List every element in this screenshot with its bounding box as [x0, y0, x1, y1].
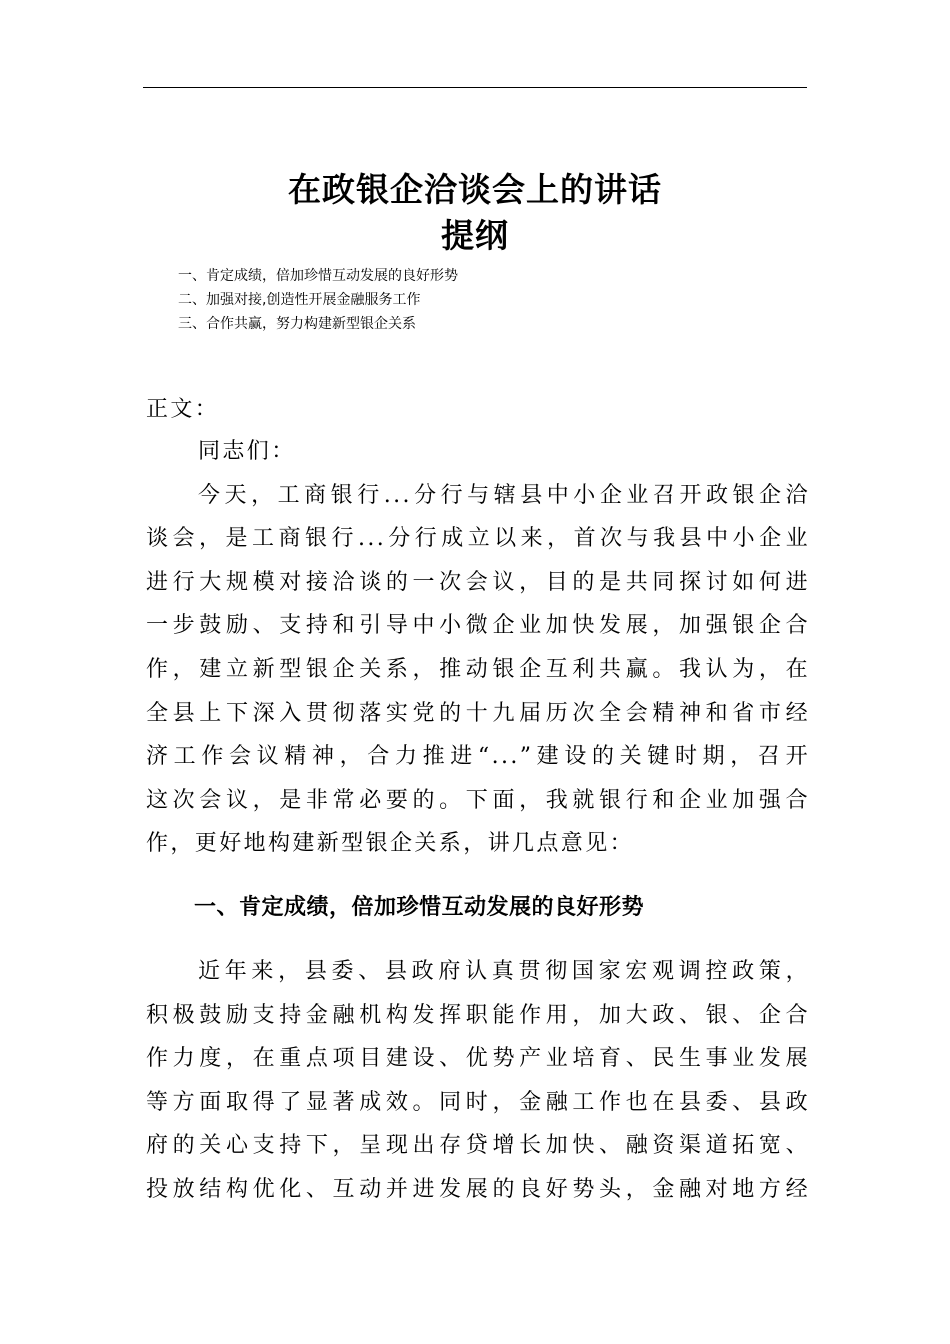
outline-list — [178, 264, 458, 336]
document-title: 在政银企洽谈会上的讲话 — [288, 170, 662, 209]
outline-item-2: 二、加强对接,创造性开展金融服务工作 — [178, 292, 421, 308]
zhengwen-label: 正文： — [146, 397, 220, 422]
section-1-body — [146, 950, 810, 1212]
paragraph-line: 投放结构优化、互动并进发展的良好势头，金融对地方经 — [146, 1176, 810, 1202]
outline-item-1: 一、肯定成绩，倍加珍惜互动发展的良好形势 — [178, 268, 458, 284]
salutation: 同志们： — [198, 439, 296, 464]
outline-item-3: 三、合作共赢，努力构建新型银企关系 — [178, 316, 416, 332]
paragraph-line: 济工作会议精神，合力推进“...”建设的关键时期，召开 — [146, 744, 810, 770]
paragraph-line: 积极鼓励支持金融机构发挥职能作用，加大政、银、企合 — [146, 1002, 810, 1028]
paragraph-line: 谈会，是工商银行...分行成立以来，首次与我县中小企业 — [146, 526, 810, 552]
paragraph-line: 这次会议，是非常必要的。下面，我就银行和企业加强合 — [146, 787, 810, 813]
paragraph-line: 全县上下深入贯彻落实党的十九届历次全会精神和省市经 — [146, 700, 810, 726]
paragraph-line: 进行大规模对接洽谈的一次会议，目的是共同探讨如何进 — [146, 569, 810, 595]
paragraph-line: 近年来，县委、县政府认真贯彻国家宏观调控政策， — [198, 959, 810, 984]
paragraph-line: 作，更好地构建新型银企关系，讲几点意见： — [146, 831, 635, 857]
header-rule — [143, 87, 807, 88]
paragraph-line: 一步鼓励、支持和引导中小微企业加快发展，加强银企合 — [146, 613, 810, 639]
section-heading-1: 一、肯定成绩，倍加珍惜互动发展的良好形势 — [194, 895, 645, 920]
speech-body — [146, 430, 810, 866]
paragraph-line: 作，建立新型银企关系，推动银企互利共赢。我认为，在 — [146, 656, 810, 682]
paragraph-line: 作力度，在重点项目建设、优势产业培育、民生事业发展 — [146, 1046, 810, 1072]
paragraph-line: 今天，工商银行...分行与辖县中小企业召开政银企洽 — [198, 482, 810, 508]
document-subtitle: 提纲 — [441, 216, 509, 255]
paragraph-line: 府的关心支持下，呈现出存贷增长加快、融资渠道拓宽、 — [146, 1133, 810, 1159]
paragraph-line: 等方面取得了显著成效。同时，金融工作也在县委、县政 — [146, 1089, 810, 1115]
